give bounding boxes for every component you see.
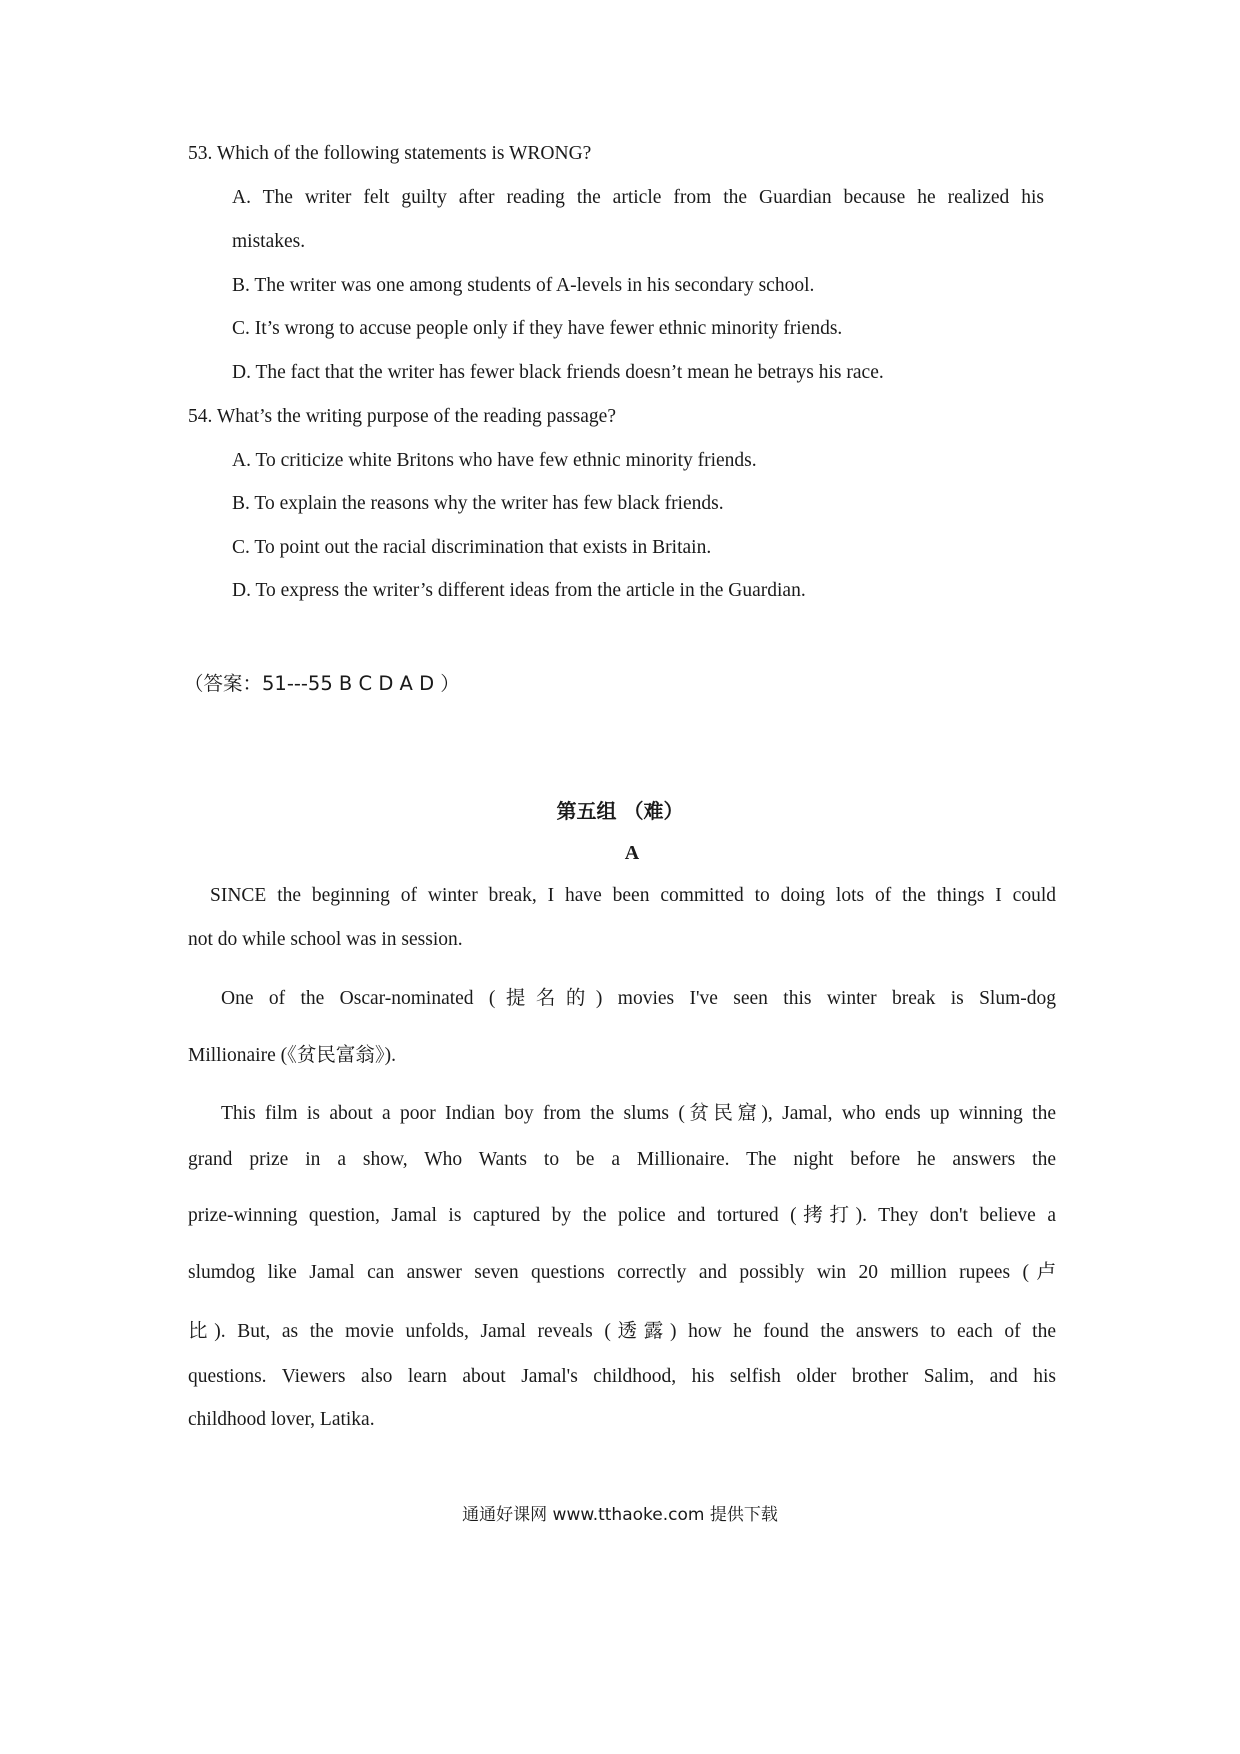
answer-key: （答案：51---55 B C D A D ） <box>184 672 460 695</box>
question-54-option-d: D. To express the writer’s different ideas from the article in the Guardian. <box>232 580 806 601</box>
passage-p3-line1: This film is about a poor Indian boy from the slums (贫民窟), Jamal, who ends up winning the <box>221 1103 1056 1124</box>
passage-p3-line7: childhood lover, Latika. <box>188 1409 375 1430</box>
question-53-stem: 53. Which of the following statements is WRONG? <box>188 143 592 164</box>
passage-p3-line3: prize-winning question, Jamal is captured by the police and tortured (拷打). They don't believe a <box>188 1205 1056 1226</box>
passage-p3-line2: grand prize in a show, Who Wants to be a Millionaire. The night before he answers the <box>188 1149 1056 1170</box>
question-54-option-a: A. To criticize white Britons who have few ethnic minority friends. <box>232 450 757 471</box>
passage-p3-line5: 比). But, as the movie unfolds, Jamal reveals (透露) how he found the answers to each of the <box>188 1321 1056 1342</box>
section-heading: 第五组 （难） <box>556 799 684 823</box>
question-53-option-a-line1: A. The writer felt guilty after reading the article from the Guardian because he realized his <box>232 187 1044 208</box>
question-54-stem: 54. What’s the writing purpose of the reading passage? <box>188 406 616 427</box>
passage-p1-line2: not do while school was in session. <box>188 929 463 950</box>
passage-p3-line6: questions. Viewers also learn about Jamal's childhood, his selfish older brother Salim, and his <box>188 1366 1056 1387</box>
question-53-option-a-line2: mistakes. <box>232 231 306 252</box>
passage-p1-line1: SINCE the beginning of winter break, I have been committed to doing lots of the things I could <box>210 885 1056 906</box>
passage-p2-line1: One of the Oscar-nominated (提名的) movies I've seen this winter break is Slum-dog <box>221 988 1056 1009</box>
question-53-option-b: B. The writer was one among students of A-levels in his secondary school. <box>232 275 815 296</box>
page-footer: 通通好课网 www.tthaoke.com 提供下载 <box>462 1505 778 1525</box>
question-53-option-c: C. It’s wrong to accuse people only if they have fewer ethnic minority friends. <box>232 318 843 339</box>
question-53-option-d: D. The fact that the writer has fewer black friends doesn’t mean he betrays his race. <box>232 362 884 383</box>
passage-p3-line4: slumdog like Jamal can answer seven questions correctly and possibly win 20 million rupees (卢 <box>188 1262 1056 1283</box>
passage-letter: A <box>624 842 640 864</box>
question-54-option-b: B. To explain the reasons why the writer has few black friends. <box>232 493 724 514</box>
question-54-option-c: C. To point out the racial discrimination that exists in Britain. <box>232 537 712 558</box>
passage-p2-line2: Millionaire (《贫民富翁》). <box>188 1045 396 1066</box>
